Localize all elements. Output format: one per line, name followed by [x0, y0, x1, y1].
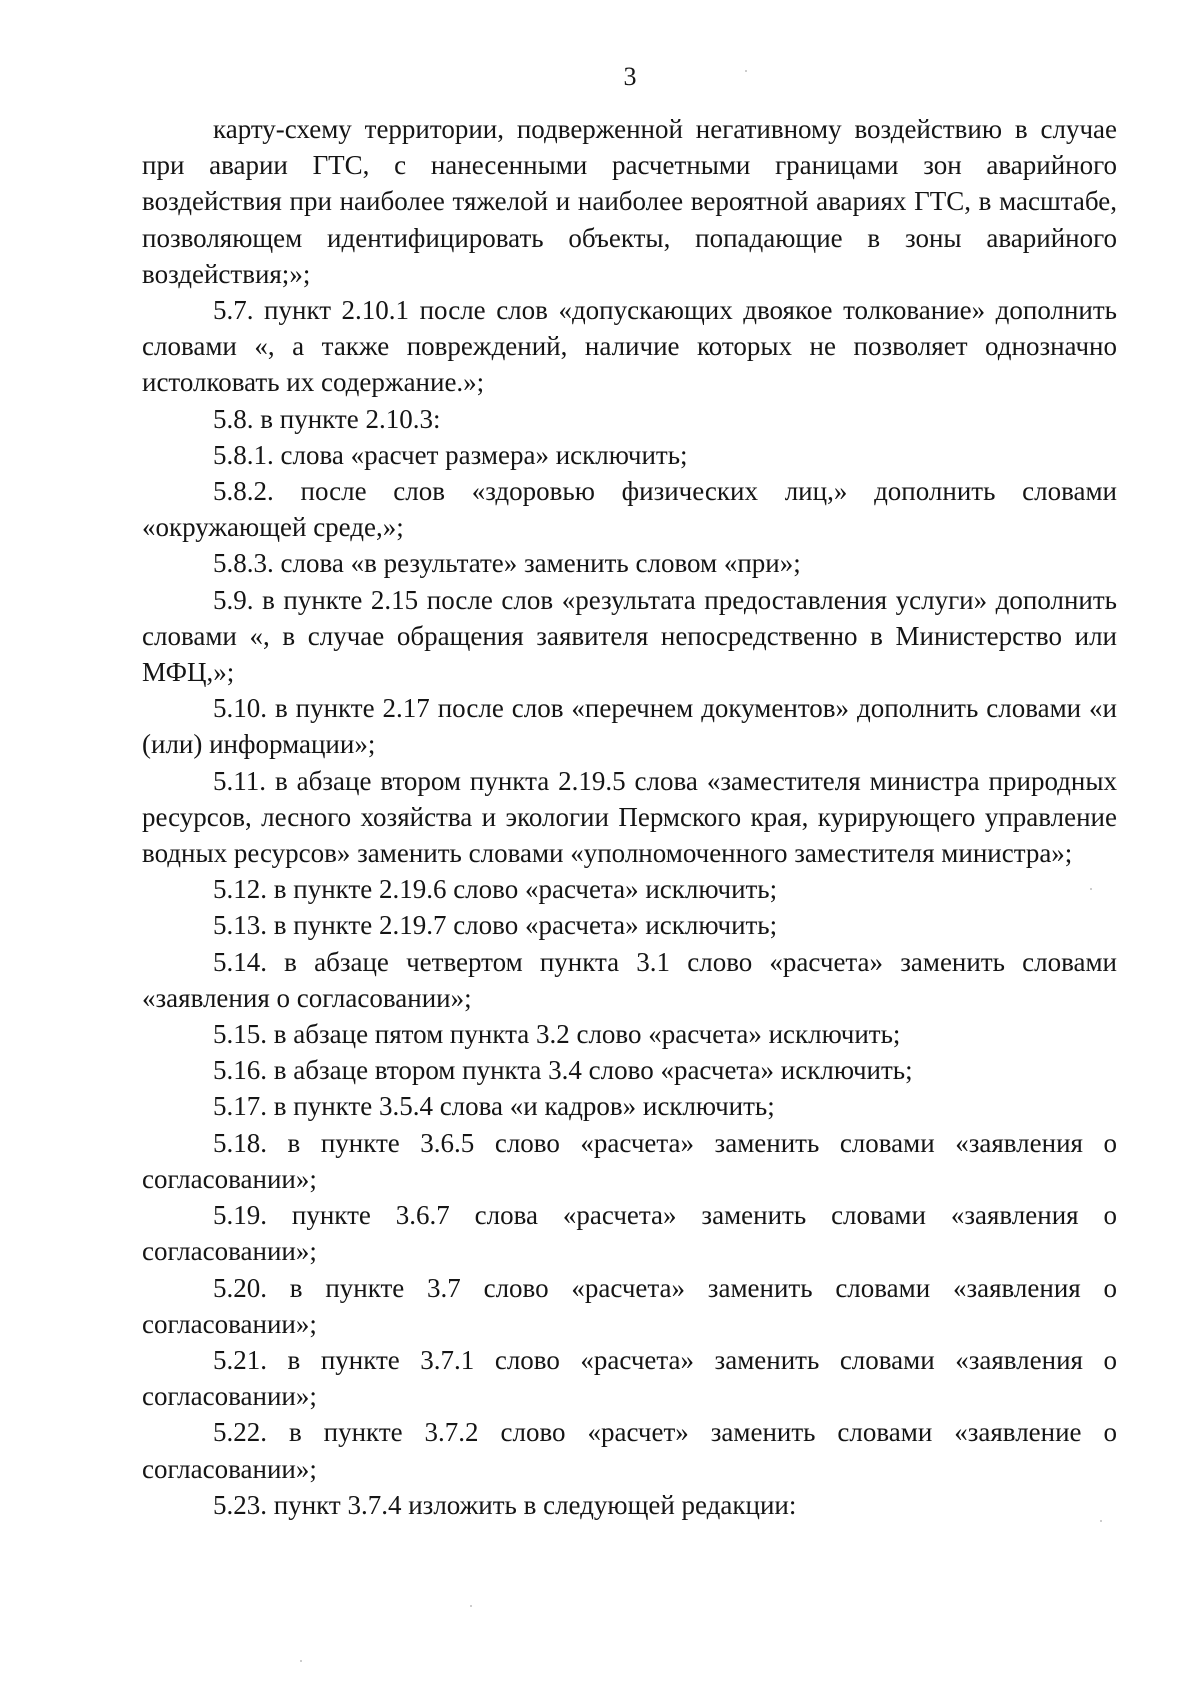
scan-speck [300, 1660, 302, 1662]
paragraph: 5.14. в абзаце четвертом пункта 3.1 слово «расчета» заменить словами «заявления о согласовании»; [142, 946, 1117, 1013]
paragraph: 5.19. пункте 3.6.7 слова «расчета» заменить словами «заявления о согласовании»; [142, 1200, 1117, 1267]
paragraph: 5.11. в абзаце втором пункта 2.19.5 слова «заместителя министра природных ресурсов, лесного хозяйства и экологии Пермского края, курирующего управление водных ресурсов» заменить словами «уполномоченного заместителя министра»; [142, 765, 1117, 869]
document-body [142, 111, 1117, 1523]
paragraph: 5.23. пункт 3.7.4 изложить в следующей редакции: [213, 1489, 797, 1520]
paragraph: 5.12. в пункте 2.19.6 слово «расчета» исключить; [213, 874, 778, 905]
paragraph: 5.17. в пункте 3.5.4 слова «и кадров» исключить; [213, 1091, 775, 1122]
paragraph: 5.15. в абзаце пятом пункта 3.2 слово «расчета» исключить; [213, 1019, 901, 1050]
paragraph: 5.10. в пункте 2.17 после слов «перечнем документов» дополнить словами «и (или) информации»; [142, 693, 1117, 760]
paragraph: 5.9. в пункте 2.15 после слов «результата предоставления услуги» дополнить словами «, в случае обращения заявителя непосредственно в Министерство или МФЦ,»; [142, 584, 1117, 688]
paragraph: 5.22. в пункте 3.7.2 слово «расчет» заменить словами «заявление о согласовании»; [142, 1417, 1117, 1484]
paragraph: 5.18. в пункте 3.6.5 слово «расчета» заменить словами «заявления о согласовании»; [142, 1127, 1117, 1194]
scan-speck [745, 70, 747, 72]
paragraph: карту-схему территории, подверженной негативному воздействию в случае при аварии ГТС, с нанесенными расчетными границами зон аварийного воздействия при наиболее тяжелой и наиболее вероятной авариях ГТС, в масштабе, позволяющем идентифицировать объекты, попадающие в зоны аварийного воздействия;»; [142, 114, 1117, 289]
paragraph: 5.8.1. слова «расчет размера» исключить; [213, 439, 688, 470]
page-number: 3 [623, 62, 637, 91]
paragraph: 5.8.2. после слов «здоровью физических лиц,» дополнить словами «окружающей среде,»; [142, 476, 1117, 543]
paragraph: 5.7. пункт 2.10.1 после слов «допускающих двоякое толкование» дополнить словами «, а также повреждений, наличие которых не позволяет однозначно истолковать их содержание.»; [142, 295, 1117, 398]
paragraph: 5.8.3. слова «в результате» заменить словом «при»; [213, 548, 801, 579]
paragraph: 5.16. в абзаце втором пункта 3.4 слово «расчета» исключить; [213, 1055, 913, 1086]
paragraph: 5.8. в пункте 2.10.3: [213, 403, 441, 434]
paragraph: 5.13. в пункте 2.19.7 слово «расчета» исключить; [213, 910, 778, 941]
scan-speck [1100, 1520, 1102, 1522]
scan-speck [1090, 888, 1092, 890]
scan-speck [470, 1605, 472, 1607]
paragraph: 5.21. в пункте 3.7.1 слово «расчета» заменить словами «заявления о согласовании»; [142, 1344, 1117, 1412]
paragraph: 5.20. в пункте 3.7 слово «расчета» заменить словами «заявления о согласовании»; [142, 1272, 1117, 1339]
